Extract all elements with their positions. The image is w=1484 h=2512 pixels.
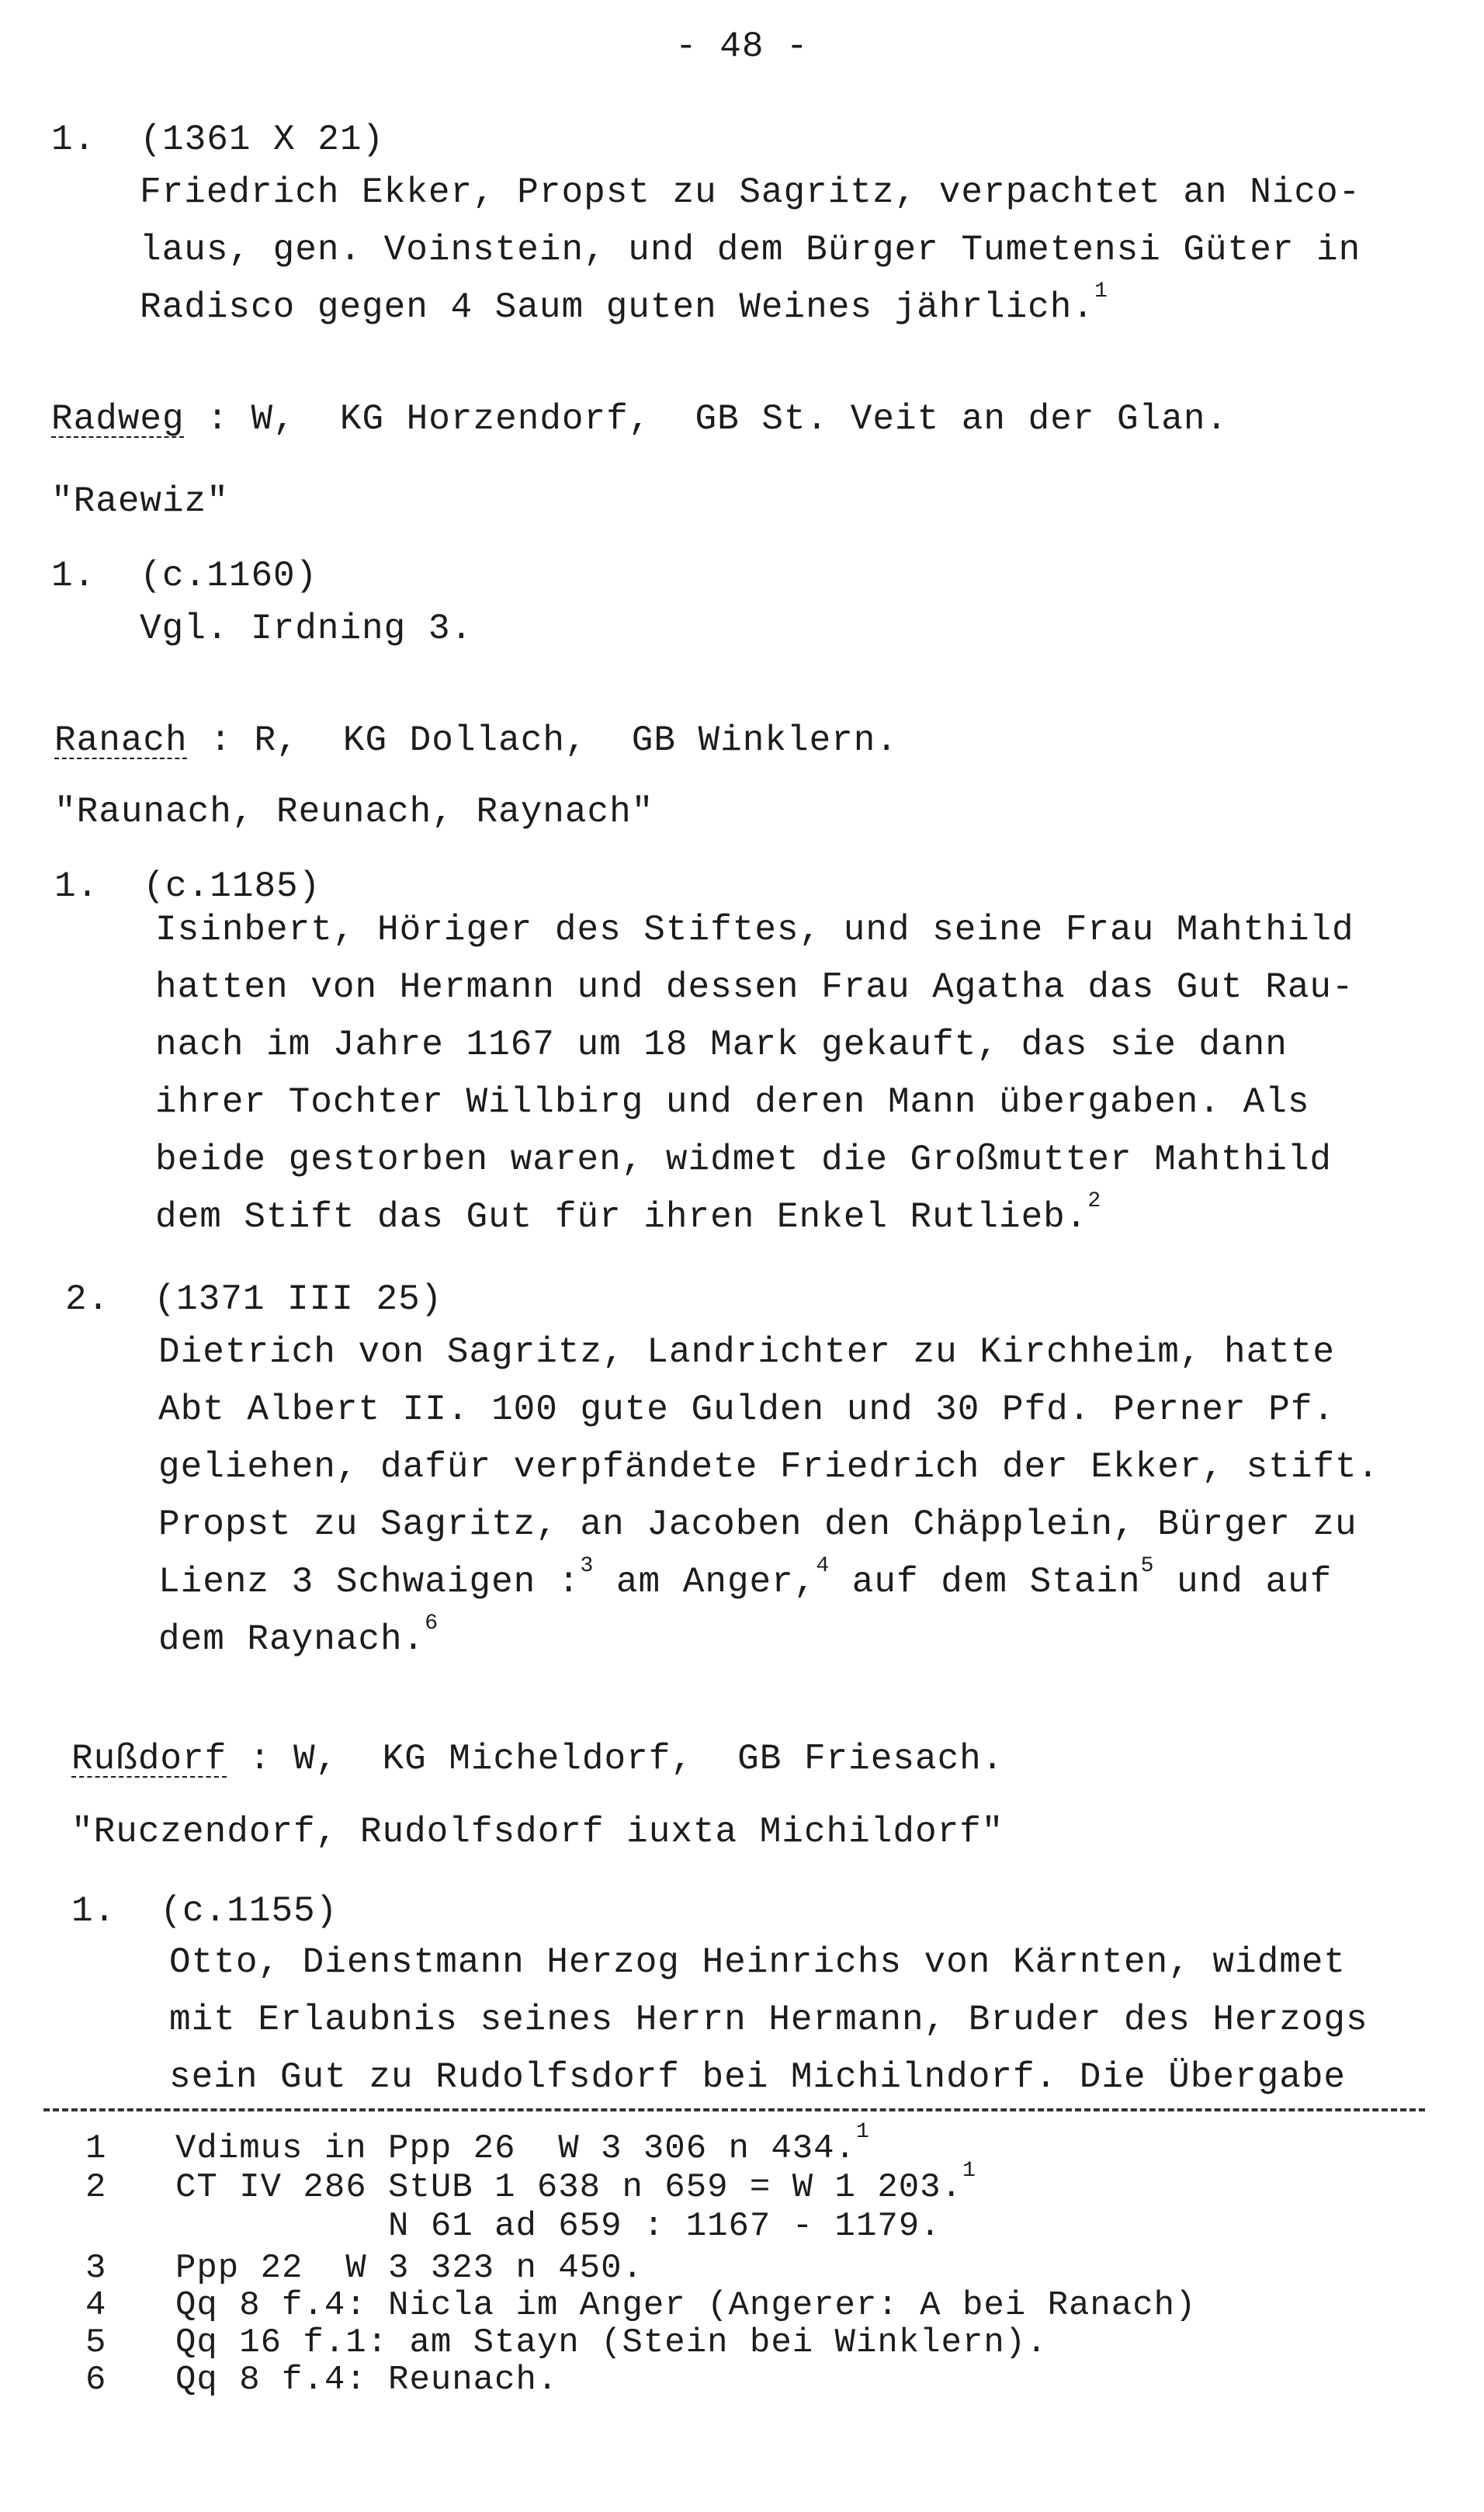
line-text: am Anger,: [594, 1562, 817, 1602]
line-ranach-e1-l6: [155, 1189, 1102, 1240]
place-name: Ranach: [54, 720, 188, 761]
line-russdorf-head: [71, 1736, 1004, 1782]
line-s1-e1-l2: [140, 227, 1361, 273]
line-ranach-e2-l6: [158, 1612, 439, 1663]
line-s1-e1-num: [51, 116, 384, 163]
line-text: hatten von Hermann und dessen Frau Agatha das Gut Rau-: [155, 967, 1354, 1008]
footnote-ref: 5: [1140, 1554, 1155, 1578]
line-radweg-head: [51, 396, 1228, 442]
line-text: Isinbert, Höriger des Stiftes, und seine Frau Mahthild: [155, 910, 1354, 950]
footnote-fn6: [175, 2361, 558, 2399]
line-text: Propst zu Sagritz, an Jacoben den Chäpplein, Bürger zu: [158, 1504, 1357, 1545]
line-text: laus, gen. Voinstein, und dem Bürger Tumetensi Güter in: [140, 230, 1361, 270]
footnote-fn4: [175, 2287, 1196, 2324]
line-text: : R, KG Dollach, GB Winklern.: [187, 720, 898, 761]
footnote-text: Ppp 22 W 3 323 n 450.: [175, 2249, 643, 2288]
line-text: : W, KG Micheldorf, GB Friesach.: [227, 1739, 1004, 1779]
line-text: dem Raynach.: [158, 1619, 425, 1660]
footnote-fn1: [175, 2120, 870, 2168]
line-text: nach im Jahre 1167 um 18 Mark gekauft, das sie dann: [155, 1025, 1288, 1065]
place-name: Radweg: [51, 399, 185, 439]
footnote-fn2: [175, 2159, 976, 2207]
line-ranach-forms: [54, 789, 654, 835]
line-ranach-e2-l5: [158, 1554, 1333, 1605]
place-name: Rußdorf: [71, 1739, 227, 1779]
footnote-ref: 1: [962, 2159, 976, 2183]
line-ranach-e1-l3: [155, 1022, 1288, 1068]
footnote-fn2b: [175, 2208, 941, 2245]
footnote-text: CT IV 286 StUB 1 638 n 659 = W 1 203.: [175, 2168, 962, 2207]
line-text: beide gestorben waren, widmet die Großmutter Mahthild: [155, 1140, 1333, 1180]
line-russdorf-e1-l1: [169, 1939, 1346, 1986]
footnote-number: 3: [85, 2249, 107, 2288]
line-text: sein Gut zu Rudolfsdorf bei Michilndorf. Die Übergabe: [169, 2057, 1347, 2097]
line-ranach-e1-l5: [155, 1136, 1332, 1183]
line-s1-e1-l3: [140, 279, 1108, 331]
line-ranach-e1-l1: [155, 907, 1354, 953]
footnote-ref: 3: [580, 1554, 595, 1578]
line-ranach-e1-num: [54, 863, 321, 910]
line-text: "Ruczendorf, Rudolfsdorf iuxta Michildorf": [71, 1812, 1004, 1852]
footnote-text: Qq 16 f.1: am Stayn (Stein bei Winklern).: [175, 2323, 1048, 2362]
line-text: dem Stift das Gut für ihren Enkel Rutlieb.: [155, 1197, 1088, 1237]
line-ranach-e2-l4: [158, 1501, 1357, 1548]
line-text: Otto, Dienstmann Herzog Heinrichs von Kärnten, widmet: [169, 1942, 1347, 1983]
footnote-number: 2: [85, 2168, 107, 2207]
line-ranach-e2-l3: [158, 1444, 1379, 1490]
line-text: mit Erlaubnis seines Herrn Hermann, Bruder des Herzogs: [169, 2000, 1368, 2040]
line-ranach-e2-l2: [158, 1386, 1335, 1433]
line-russdorf-e1-num: [71, 1888, 338, 1934]
line-text: 1. (c.1185): [54, 866, 321, 907]
footnote-fn3: [175, 2250, 643, 2287]
line-text: 2. (1371 III 25): [65, 1279, 443, 1320]
line-text: geliehen, dafür verpfändete Friedrich der Ekker, stift.: [158, 1447, 1380, 1487]
line-text: ihrer Tochter Willbirg und deren Mann übergaben. Als: [155, 1082, 1310, 1122]
line-ranach-e2-num: [65, 1276, 442, 1323]
line-ranach-e1-l4: [155, 1079, 1309, 1126]
footnote-text: Qq 8 f.4: Nicla im Anger (Angerer: A bei Ranach): [175, 2286, 1197, 2325]
line-text: Dietrich von Sagritz, Landrichter zu Kirchheim, hatte: [158, 1332, 1336, 1372]
page-number: - 48 -: [675, 26, 809, 67]
footnote-text: Vdimus in Ppp 26 W 3 306 n 434.: [175, 2129, 856, 2168]
line-text: 1. (c.1160): [51, 556, 318, 596]
line-text: Lienz 3 Schwaigen :: [158, 1562, 581, 1602]
footnote-ref: 4: [816, 1554, 830, 1578]
line-s1-e1-l1: [140, 169, 1361, 216]
footnote-ref: 2: [1087, 1189, 1102, 1213]
line-text: 1. (c.1155): [71, 1891, 338, 1931]
line-text: "Raewiz": [51, 481, 229, 522]
line-text: auf dem Stain: [830, 1562, 1141, 1602]
footnote-text: N 61 ad 659 : 1167 - 1179.: [175, 2207, 941, 2246]
footnote-ref: 1: [855, 2120, 870, 2144]
line-radweg-e1-num: [51, 553, 317, 599]
line-text: Friedrich Ekker, Propst zu Sagritz, verpachtet an Nico-: [140, 172, 1361, 213]
line-russdorf-e1-l2: [169, 1997, 1368, 2043]
line-text: : W, KG Horzendorf, GB St. Veit an der Glan.: [184, 399, 1229, 439]
footnote-ref: 1: [1094, 279, 1108, 304]
line-text: 1. (1361 X 21): [51, 120, 385, 160]
line-ranach-e2-l1: [158, 1329, 1335, 1376]
line-text: und auf: [1154, 1562, 1333, 1602]
footnote-text: Qq 8 f.4: Reunach.: [175, 2361, 559, 2399]
line-text: Vgl. Irdning 3.: [140, 609, 473, 649]
line-radweg-e1-l1: [140, 605, 473, 652]
line-text: Abt Albert II. 100 gute Gulden und 30 Pfd. Perner Pf.: [158, 1390, 1336, 1430]
line-russdorf-e1-l3: [169, 2054, 1346, 2101]
footnote-ref: 6: [425, 1612, 439, 1636]
footnote-number: 4: [85, 2286, 107, 2325]
footnote-number: 6: [85, 2361, 107, 2399]
line-text: Radisco gegen 4 Saum guten Weines jährlich.: [140, 287, 1094, 328]
footnote-fn5: [175, 2324, 1048, 2361]
footnote-number: 5: [85, 2323, 107, 2362]
line-radweg-forms: [51, 478, 229, 525]
footnote-number: 1: [85, 2129, 107, 2168]
line-text: "Raunach, Reunach, Raynach": [54, 792, 654, 832]
line-russdorf-forms: [71, 1809, 1004, 1855]
footnote-separator: [43, 2108, 1425, 2111]
line-ranach-e1-l2: [155, 964, 1354, 1011]
line-ranach-head: [54, 717, 898, 764]
